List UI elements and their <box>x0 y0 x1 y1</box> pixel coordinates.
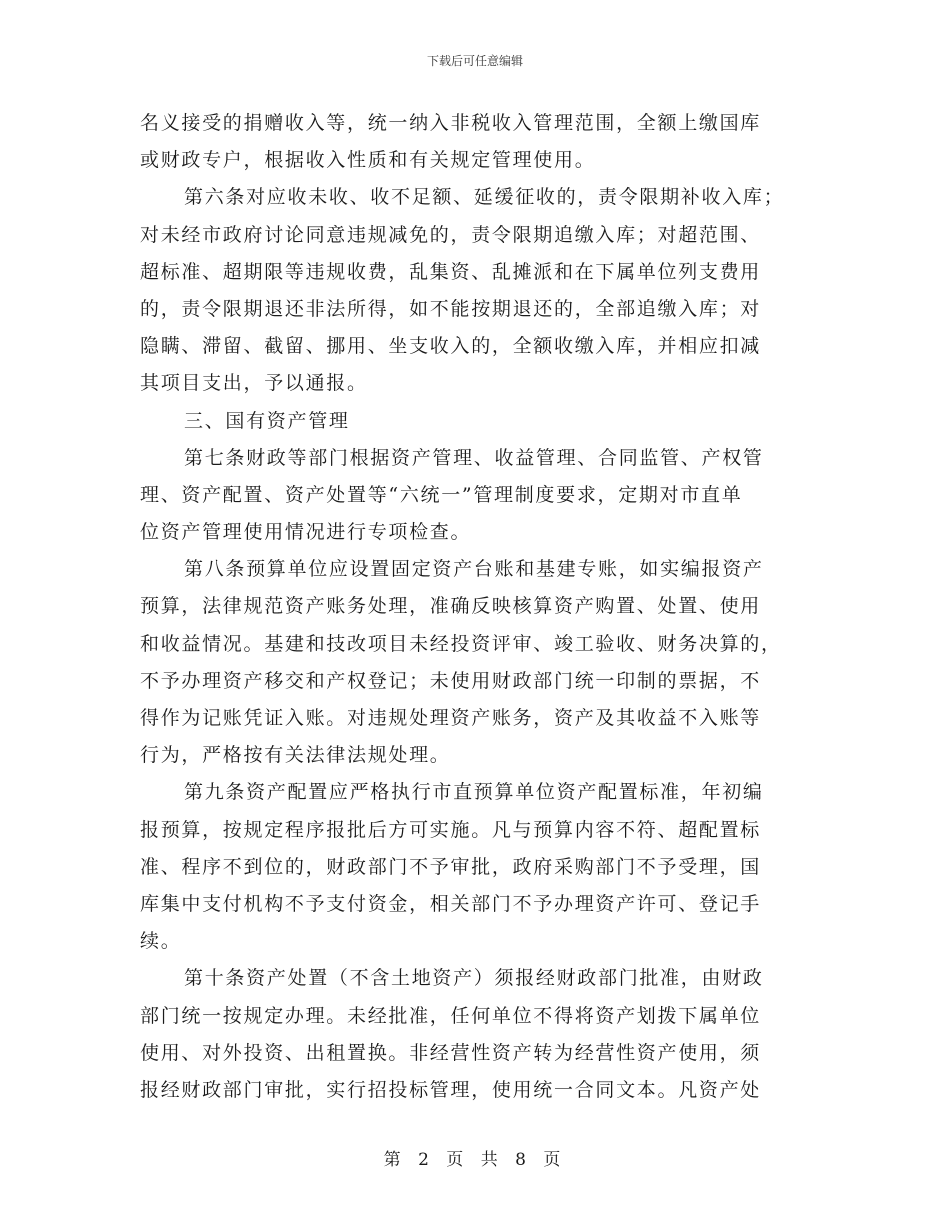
text-line: 隐瞒、滞留、截留、挪用、坐支收入的，全额收缴入库，并相应扣减 <box>140 335 762 358</box>
text-line: 第十条资产处置（不含土地资产）须报经财政部门批准，由财政 <box>184 967 764 990</box>
text-line: 理、资产配置、资产处置等“六统一”管理制度要求，定期对市直单 <box>140 483 743 506</box>
text-line: 第九条资产配置应严格执行市直预算单位资产配置标准，年初编 <box>184 781 764 804</box>
document-body <box>140 105 805 1109</box>
text-line: 或财政专户，根据收入性质和有关规定管理使用。 <box>140 149 596 172</box>
text-line: 准、程序不到位的，财政部门不予审批，政府采购部门不予受理，国 <box>140 855 762 878</box>
text-line: 续。 <box>140 930 182 953</box>
text-line: 部门统一按规定办理。未经批准，任何单位不得将资产划拨下属单位 <box>140 1004 762 1027</box>
page-header: 下载后可任意编辑 <box>426 54 523 68</box>
page-footer: 第 2 页 共 8 页 <box>383 1150 567 1170</box>
text-line: 库集中支付机构不予支付资金，相关部门不予办理资产许可、登记手 <box>140 892 762 915</box>
text-line: 和收益情况。基建和技改项目未经投资评审、竣工验收、财务决算的， <box>140 632 782 655</box>
text-line: 的，责令限期退还非法所得，如不能按期退还的，全部追缴入库；对 <box>140 297 762 320</box>
text-line: 报经财政部门审批，实行招投标管理，使用统一合同文本。凡资产处 <box>140 1078 762 1101</box>
text-line: 位资产管理使用情况进行专项检查。 <box>140 521 472 544</box>
text-line: 超标准、超期限等违规收费，乱集资、乱摊派和在下属单位列支费用 <box>140 260 762 283</box>
text-line: 第七条财政等部门根据资产管理、收益管理、合同监管、产权管 <box>184 446 764 469</box>
text-line: 名义接受的捐赠收入等，统一纳入非税收入管理范围，全额上缴国库 <box>140 112 762 134</box>
text-line: 预算，法律规范资产账务处理，准确反映核算资产购置、处置、使用 <box>140 595 762 618</box>
text-line: 第六条对应收未收、收不足额、延缓征收的，责令限期补收入库； <box>184 186 785 209</box>
text-line: 报预算，按规定程序报批后方可实施。凡与预算内容不符、超配置标 <box>140 818 762 841</box>
text-line: 行为，严格按有关法律法规处理。 <box>140 744 451 767</box>
text-line: 第八条预算单位应设置固定资产台账和基建专账，如实编报资产 <box>184 558 764 581</box>
text-line: 三、国有资产管理 <box>184 409 350 432</box>
text-line: 使用、对外投资、出租置换。非经营性资产转为经营性资产使用，须 <box>140 1041 762 1064</box>
text-line: 不予办理资产移交和产权登记；未使用财政部门统一印制的票据，不 <box>140 669 762 692</box>
text-line: 其项目支出，予以通报。 <box>140 372 368 395</box>
text-line: 对未经市政府讨论同意违规减免的，责令限期追缴入库；对超范围、 <box>140 223 762 246</box>
text-line: 得作为记账凭证入账。对违规处理资产账务，资产及其收益不入账等 <box>140 707 762 729</box>
